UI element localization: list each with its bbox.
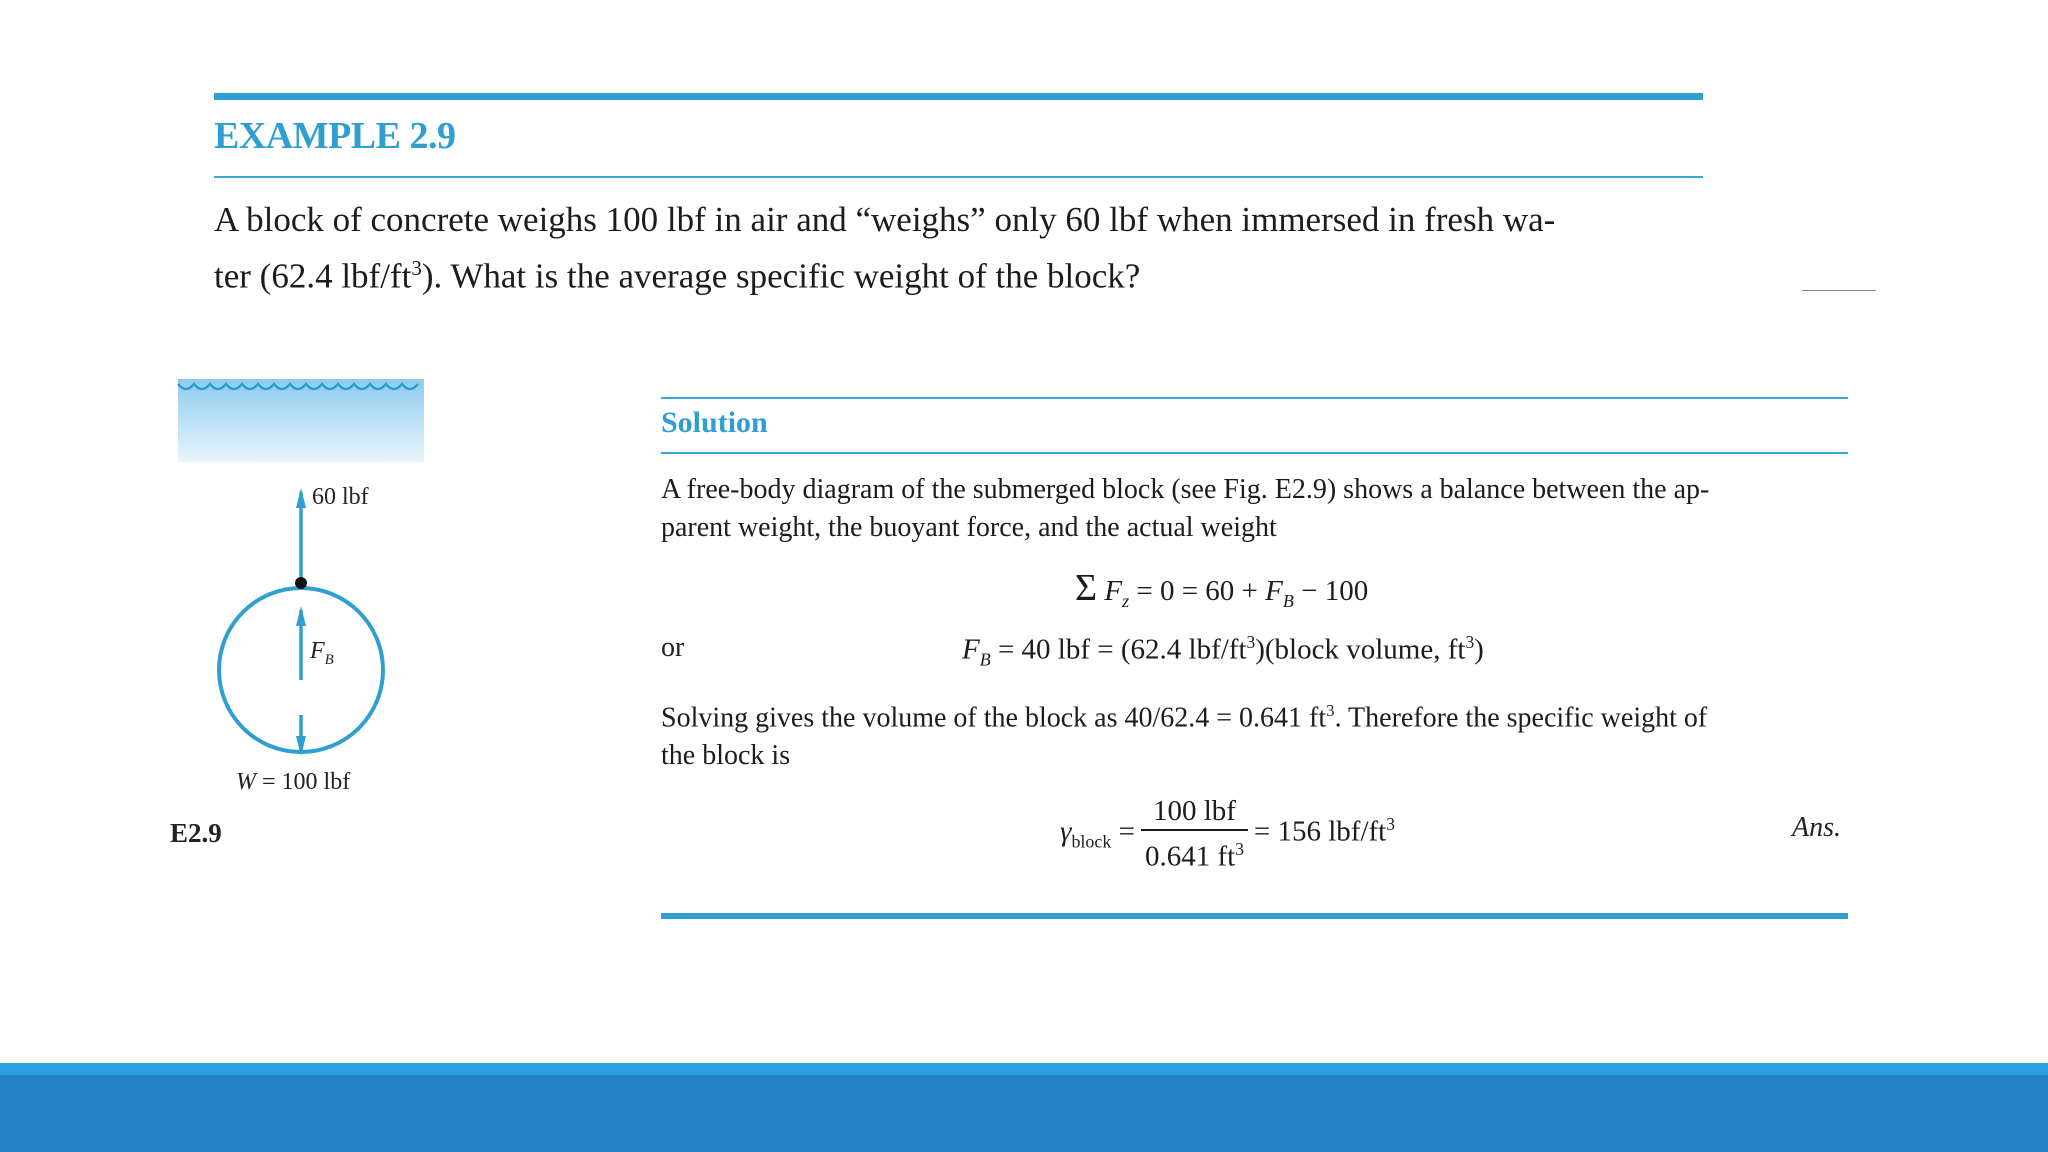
solution-bottom-rule bbox=[661, 913, 1848, 919]
para2-line-1 bbox=[661, 692, 1849, 737]
para2-line-2: the block is bbox=[661, 740, 791, 772]
eq2-sup2: 3 bbox=[1465, 632, 1475, 652]
gamma-symbol: γ bbox=[1060, 815, 1072, 848]
solution-heading-rule bbox=[661, 452, 1848, 454]
eq2-part2: )(block volume, ft bbox=[1255, 633, 1466, 666]
water-body bbox=[178, 379, 424, 462]
fraction-denominator bbox=[1141, 831, 1248, 875]
problem-statement bbox=[214, 196, 1704, 301]
eq2-part1: = 40 lbf = (62.4 lbf/ft bbox=[990, 633, 1247, 666]
eq1-sub-z: z bbox=[1122, 590, 1130, 611]
buoyant-sub: B bbox=[324, 651, 334, 668]
or-label: or bbox=[661, 632, 685, 663]
fraction-numerator: 100 lbf bbox=[1141, 793, 1248, 831]
force-label-60: 60 lbf bbox=[312, 484, 369, 510]
buoyant-force-equation bbox=[962, 632, 1484, 670]
figure-label: E2.9 bbox=[170, 818, 222, 848]
eq1-middle: = 0 = 60 + bbox=[1129, 575, 1266, 607]
buoyant-force-label bbox=[310, 638, 334, 669]
eq3-result: = 156 lbf/ft bbox=[1253, 815, 1387, 848]
para1-line-1: A free-body diagram of the submerged block (see Fig. E2.9) shows a balance between the ap- bbox=[661, 474, 1710, 505]
weight-value: = 100 lbf bbox=[256, 769, 351, 795]
stray-mark bbox=[1802, 290, 1876, 291]
problem-line-2 bbox=[214, 244, 1704, 301]
fraction bbox=[1141, 793, 1248, 875]
free-body-figure bbox=[160, 370, 480, 870]
para1-line-2: parent weight, the buoyant force, and the actual weight bbox=[661, 512, 1277, 543]
den-sup: 3 bbox=[1235, 839, 1244, 859]
specific-weight-equation bbox=[1060, 793, 1395, 875]
sigma-symbol: Σ bbox=[1075, 567, 1098, 609]
eq1-F: F bbox=[1104, 575, 1123, 607]
answer-label: Ans. bbox=[1792, 812, 1841, 843]
force-balance-equation bbox=[1075, 566, 1368, 612]
attachment-point bbox=[295, 577, 307, 589]
solution-heading: Solution bbox=[661, 406, 768, 439]
problem-line-1: A block of concrete weighs 100 lbf in air and “weighs” only 60 lbf when immersed in fresh wa- bbox=[214, 200, 1556, 239]
eq2-part3: ) bbox=[1474, 633, 1484, 666]
top-rule bbox=[214, 93, 1703, 100]
eq1-FB: F bbox=[1265, 575, 1283, 607]
para2-end: . Therefore the specific weight of bbox=[1334, 702, 1708, 734]
para2-sup: 3 bbox=[1326, 701, 1335, 720]
title-underline bbox=[214, 176, 1703, 178]
buoyant-arrow-head bbox=[296, 606, 306, 626]
eq1-FB-sub: B bbox=[1282, 590, 1294, 611]
problem-line-2-end: ). What is the average specific weight of the block? bbox=[421, 256, 1141, 296]
tension-arrow-head bbox=[296, 488, 306, 508]
footer-accent-bar bbox=[0, 1063, 2048, 1075]
eq2-sub: B bbox=[979, 649, 991, 670]
solution-paragraph-2 bbox=[661, 692, 1849, 775]
weight-label bbox=[236, 769, 350, 796]
weight-W: W bbox=[236, 769, 256, 795]
den-text: 0.641 ft bbox=[1144, 840, 1236, 873]
eq3-equals: = bbox=[1118, 815, 1135, 848]
eq3-result-sup: 3 bbox=[1386, 813, 1395, 834]
eq1-tail: − 100 bbox=[1293, 575, 1369, 607]
problem-superscript: 3 bbox=[411, 256, 422, 280]
footer-bar bbox=[0, 1075, 2048, 1152]
example-title: EXAMPLE 2.9 bbox=[214, 115, 456, 157]
solution-paragraph-1 bbox=[661, 471, 1849, 547]
eq2-sup1: 3 bbox=[1246, 632, 1256, 652]
para2-start: Solving gives the volume of the block as 40/62.4 = 0.641 ft bbox=[661, 702, 1327, 734]
solution-top-rule bbox=[661, 397, 1848, 399]
buoyant-F: F bbox=[310, 638, 325, 664]
eq2-F: F bbox=[962, 633, 980, 666]
problem-line-2-start: ter (62.4 lbf/ft bbox=[214, 256, 412, 296]
gamma-sub: block bbox=[1071, 831, 1112, 852]
